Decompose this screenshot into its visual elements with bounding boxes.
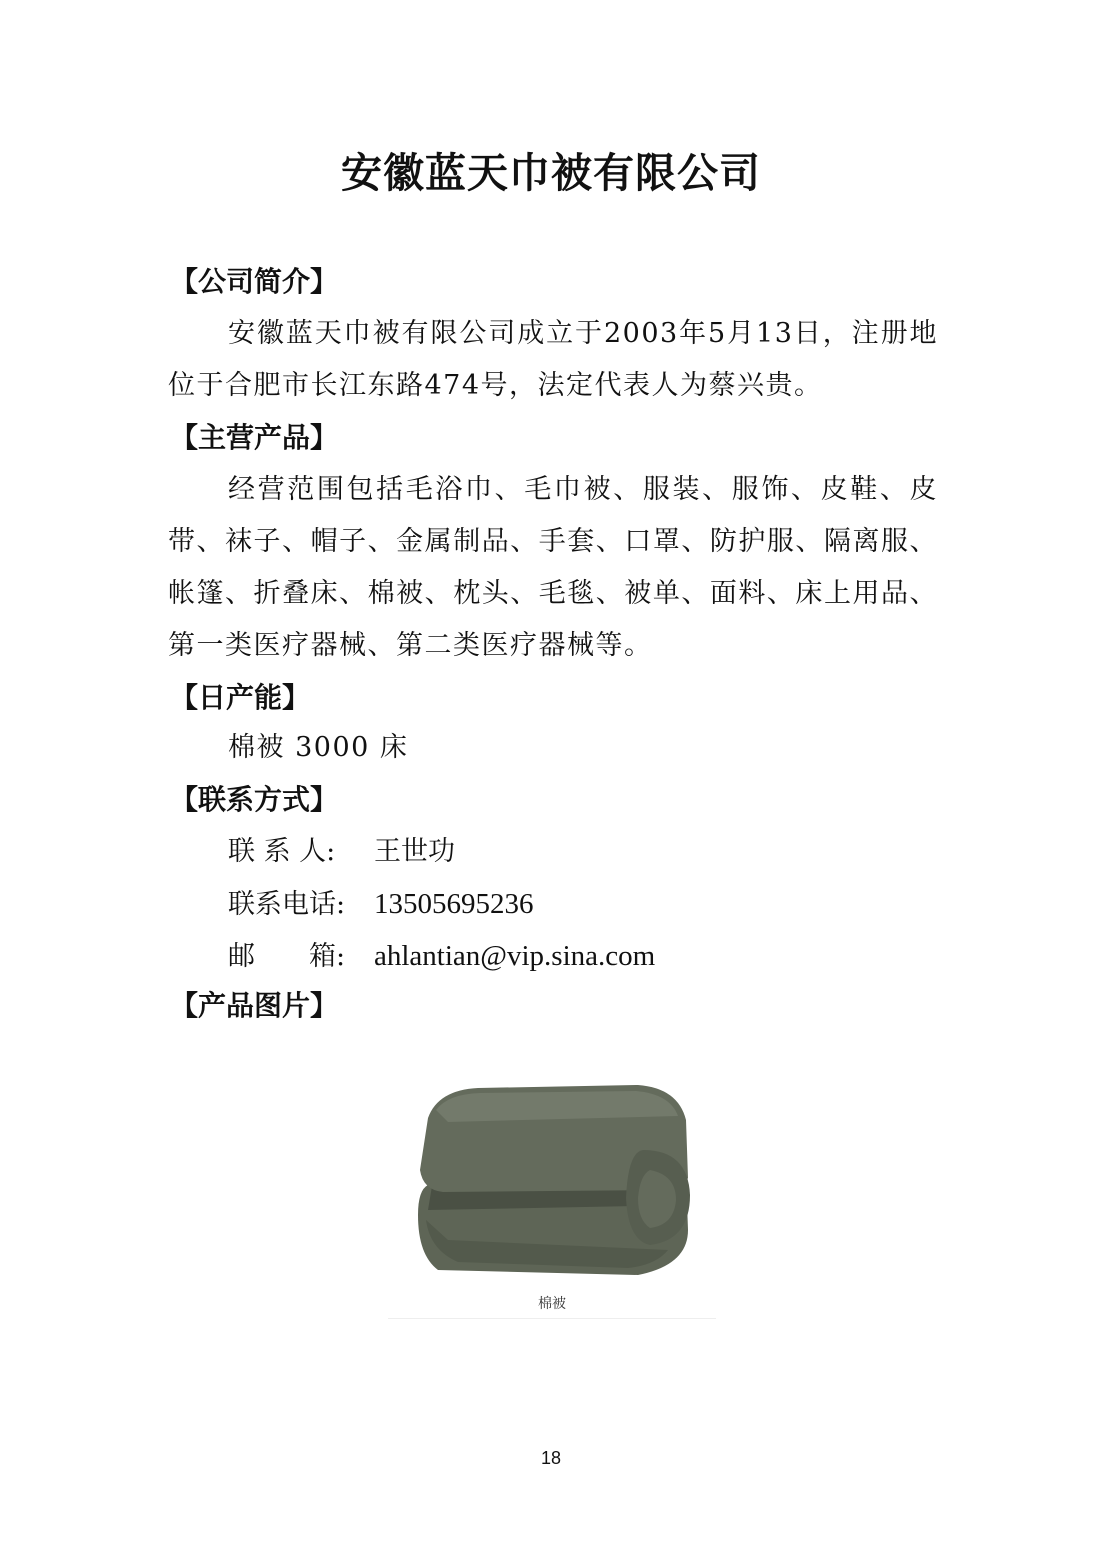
section-heading-capacity: 【日产能】 — [170, 681, 311, 714]
contact-email-row — [228, 936, 655, 976]
page-title: 安徽蓝天巾被有限公司 — [341, 149, 761, 197]
contact-person-row — [228, 832, 455, 872]
contact-person-value: 王世功 — [374, 836, 455, 867]
section-heading-products: 【主营产品】 — [170, 421, 339, 454]
image-caption: 棉被 — [538, 1296, 566, 1312]
caption-divider — [388, 1318, 716, 1319]
contact-email-label: 邮 箱: — [228, 941, 346, 972]
contact-phone-row — [228, 884, 534, 924]
contact-email-value[interactable]: ahlantian@vip.sina.com — [374, 940, 656, 972]
intro-paragraph: 安徽蓝天巾被有限公司成立于2003年5月13日，注册地位于合肥市长江东路474号，法定代表人为蔡兴贵。 — [168, 318, 938, 401]
page-number: 18 — [540, 1448, 562, 1468]
capacity-text: 棉被 3000 床 — [228, 732, 409, 763]
product-image-quilt — [388, 1080, 716, 1320]
folded-quilt-illustration — [388, 1080, 716, 1290]
contact-person-label: 联 系 人: — [228, 836, 336, 867]
contact-phone-value: 13505695236 — [374, 888, 534, 920]
products-paragraph: 经营范围包括毛浴巾、毛巾被、服装、服饰、皮鞋、皮带、袜子、帽子、金属制品、手套、口罩、防护服、隔离服、帐篷、折叠床、棉被、枕头、毛毯、被单、面料、床上用品、第一类医疗器械、第二类医疗器械等。 — [168, 474, 938, 661]
section-heading-intro: 【公司简介】 — [170, 265, 339, 298]
section-heading-images: 【产品图片】 — [170, 989, 339, 1022]
contact-phone-label: 联系电话: — [228, 889, 346, 920]
section-heading-contact: 【联系方式】 — [170, 783, 339, 816]
